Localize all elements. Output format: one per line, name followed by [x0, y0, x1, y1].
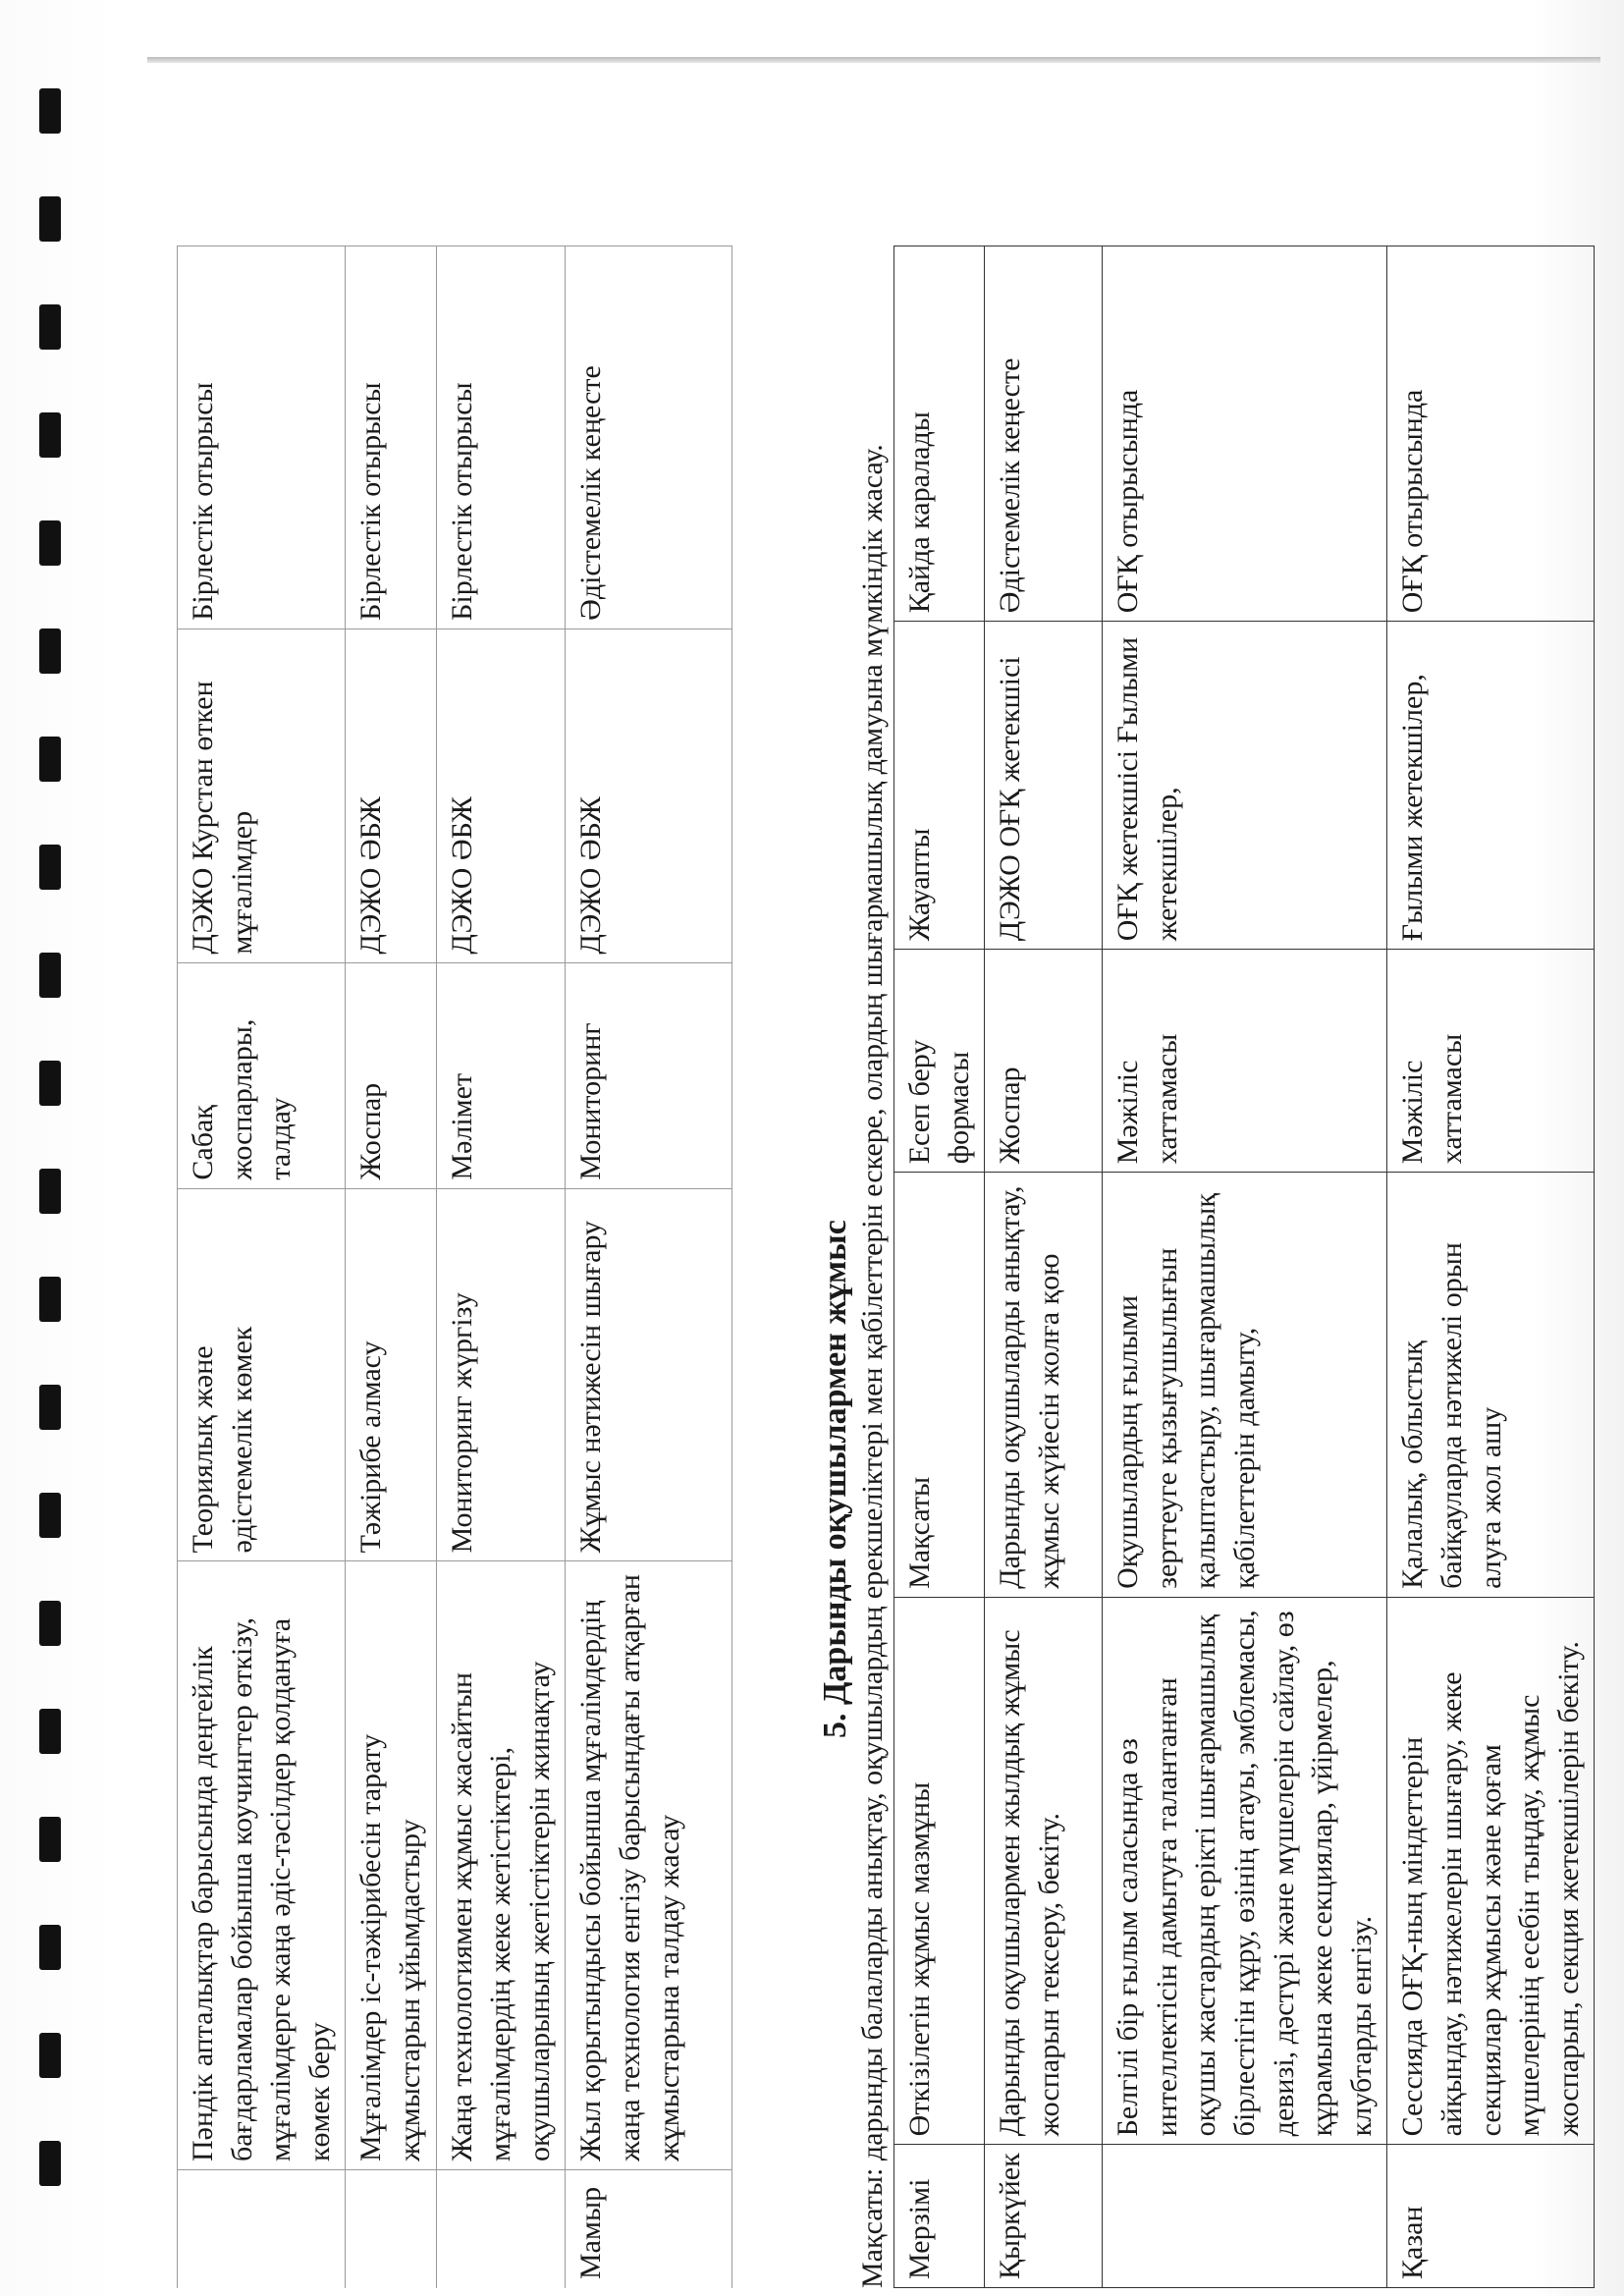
content-cell: Пәндік апталықтар барысында деңгейлік бағдарламалар бойынша коучингтер өткізу, мұғалімдерге жаңа әдіс-тәсілдер қолдануға көмек беру — [178, 1561, 346, 2170]
where-cell: Бірлестік отырысы — [346, 246, 436, 629]
responsible-cell: ДЭЖО Курстан өткен мұғалімдер — [178, 629, 346, 962]
goal-cell: Оқушылардың ғылыми зерттеуге қызығушылығын қалыптастыру, шығармашылық қабілеттерін дамыту, — [1103, 1173, 1387, 1598]
term-cell — [346, 2170, 436, 2288]
responsible-cell: Ғылыми жетекшілер, — [1387, 622, 1595, 950]
term-cell — [1103, 2145, 1387, 2288]
header-responsible: Жауапты — [894, 622, 985, 950]
content-cell: Белгілі бір ғылым саласында өз интеллектісін дамытуға талантанған оқушы жастардың ерікті шығармашылық бірлестігін құру, өзінің атауы, эмблемасы, девизі, дәстүрі және мүшелерін сайлау, өз құрамына жеке секциялар, үйірмелер, клубтарды енгізу. — [1103, 1597, 1387, 2144]
goal-cell: Мониторинг жүргізу — [436, 1188, 566, 1561]
header-form: Есеп беру формасы — [894, 950, 985, 1173]
content-cell: Жыл қорытындысы бойынша мұғалімдердің жаңа технология енгізу барысындағы атқарған жұмыстарына талдау жасау — [566, 1561, 732, 2170]
content-cell: Жаңа технологиямен жұмыс жасайтын мұғалімдердің жеке жетістіктері, оқушыларының жетістіктерін жинақтау — [436, 1561, 566, 2170]
responsible-cell: ДЭЖО ОҒҚ жетекшісі — [985, 622, 1103, 950]
form-cell: Мәлімет — [436, 962, 566, 1188]
table-row — [436, 246, 566, 2288]
section-goal: Мақсаты: дарынды балаларды анықтау, оқушылардың ерекшеліктері мен қабілеттерін ескере, олардың шығармашылық дамуына мүмкіндік жасау. — [856, 444, 889, 2288]
term-cell: Қазан — [1387, 2145, 1595, 2288]
term-cell: Қыркүйек — [985, 2145, 1103, 2288]
where-cell: Әдістемелік кеңесте — [985, 246, 1103, 622]
header-term: Мерзімі — [894, 2145, 985, 2288]
responsible-cell: ДЭЖО ӘБЖ — [566, 629, 732, 962]
header-goal: Мақсаты — [894, 1173, 985, 1598]
responsible-cell: ДЭЖО ӘБЖ — [436, 629, 566, 962]
where-cell: Бірлестік отырысы — [436, 246, 566, 629]
table-header-row — [894, 246, 985, 2288]
table-row — [178, 246, 346, 2288]
where-cell: Бірлестік отырысы — [178, 246, 346, 629]
content-cell: Дарынды оқушылармен жылдық жұмыс жоспарын тексеру, бекіту. — [985, 1597, 1103, 2144]
form-cell: Жоспар — [985, 950, 1103, 1173]
goal-cell: Дарынды оқушыларды анықтау, жұмыс жүйесін жолға қою — [985, 1173, 1103, 1598]
goal-cell: Тәжірибе алмасу — [346, 1188, 436, 1561]
where-cell: Әдістемелік кеңесте — [566, 246, 732, 629]
table-row — [985, 246, 1103, 2288]
goal-cell: Жұмыс нәтижесін шығару — [566, 1188, 732, 1561]
header-where: Қайда каралады — [894, 246, 985, 622]
table-row — [346, 246, 436, 2288]
goal-cell: Қалалық, облыстық байқауларда нәтижелі орын алуға жол ашу — [1387, 1173, 1595, 1598]
content-cell: Мұғалімдер іс-тәжірибесін тарату жұмыстарын ұйымдастыру — [346, 1561, 436, 2170]
responsible-cell: ДЭЖО ӘБЖ — [346, 629, 436, 962]
section-title: 5. Дарынды оқушылармен жұмыс — [817, 1220, 853, 1738]
table-row — [1387, 246, 1595, 2288]
binding-holes — [20, 88, 79, 2259]
responsible-cell: ОҒҚ жетекшісі Ғылыми жетекшілер, — [1103, 622, 1387, 950]
term-cell — [436, 2170, 566, 2288]
form-cell: Мәжіліс хаттамасы — [1387, 950, 1595, 1173]
content-cell: Сессияда ОҒҚ-ның міндеттерін айқындау, нәтижелерін шығару, жеке секциялар жұмысы және қоғам мүшелерінің есебін тыңдау, жұмыс жоспарын, секция жетекшілерін бекіту. — [1387, 1597, 1595, 2144]
form-cell: Сабақ жоспарлары, талдау — [178, 962, 346, 1188]
header-content: Өткізілетін жұмыс мазмұны — [894, 1597, 985, 2144]
where-cell: ОҒҚ отырысында — [1103, 246, 1387, 622]
term-cell: Мамыр — [566, 2170, 732, 2288]
plan-table-continued — [177, 246, 732, 2288]
table-row — [566, 246, 732, 2288]
form-cell: Мониторинг — [566, 962, 732, 1188]
table-row — [1103, 246, 1387, 2288]
where-cell: ОҒҚ отырысында — [1387, 246, 1595, 622]
gifted-students-table — [893, 246, 1595, 2288]
form-cell: Мәжіліс хаттамасы — [1103, 950, 1387, 1173]
page-edge-shadow — [147, 57, 1600, 63]
term-cell — [178, 2170, 346, 2288]
goal-cell: Теориялық және әдістемелік көмек — [178, 1188, 346, 1561]
rotated-page-content — [177, 246, 1585, 2288]
form-cell: Жоспар — [346, 962, 436, 1188]
